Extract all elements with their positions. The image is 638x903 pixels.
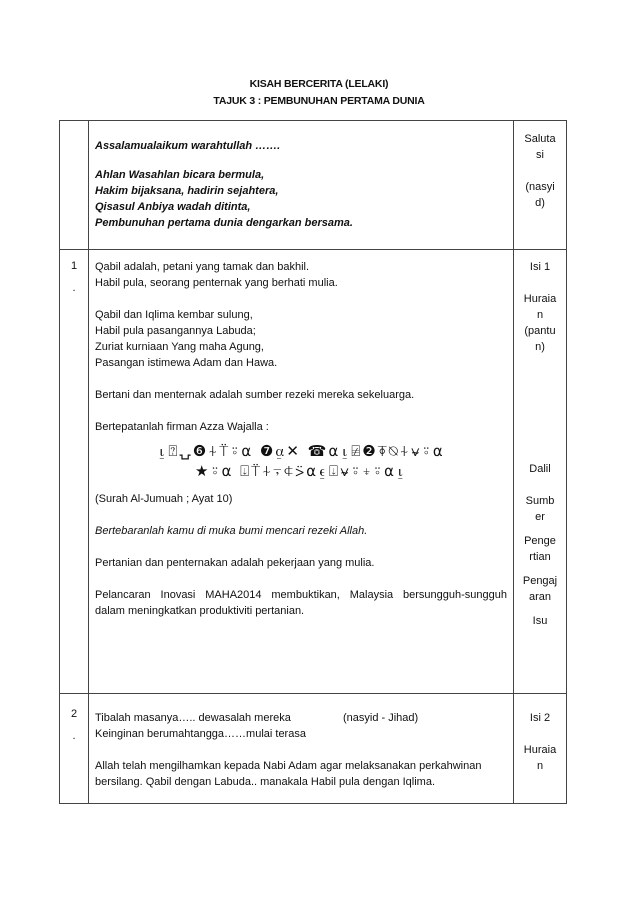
section-label: (nasyi [525,181,555,193]
row-number-cell [60,694,89,804]
section-label-cell [514,694,567,804]
pantun-line: Pasangan istimewa Adam dan Hawa. [95,357,278,369]
section-label-cell [514,121,567,250]
text-line: Pertanian dan penternakan adalah pekerjaan yang mulia. [95,557,375,569]
document-title: KISAH BERCERITA (LELAKI) [249,78,389,90]
section-label: Isi 2 [529,712,551,724]
verse-translation: Bertebaranlah kamu di muka bumi mencari rezeki Allah. [95,525,368,537]
document-subtitle: TAJUK 3 : PEMBUNUHAN PERTAMA DUNIA [213,95,425,107]
section-label: d) [535,197,545,209]
table-row [60,121,567,250]
section-label: rtian [529,551,551,563]
pantun-line: Qabil dan Iqlima kembar sulung, [95,309,253,321]
text-fragment: Tibalah masanya….. dewasalah mereka [95,712,291,724]
text-line: Pelancaran Inovasi MAHA2014 membuktikan, Malaysia bersungguh-sungguh [95,589,507,601]
row-number: 2 [70,708,78,720]
section-label: n) [535,341,545,353]
content-cell [89,694,514,804]
section-label: Pengaj [522,575,558,587]
text-line [95,710,507,726]
section-label: Isu [532,615,548,627]
section-label: aran [528,591,552,603]
section-label: Huraia [523,293,557,305]
pantun-line: Zuriat kurniaan Yang maha Agung, [95,341,264,353]
table-row [60,694,567,804]
section-label: si [536,149,544,161]
content-cell [89,121,514,250]
section-label: (pantu [524,325,556,337]
quran-verse-line: ⍸⍰⍽❻⍭⍡⍤⍺ ❼⍶✕ ☎⍺⍸⍯❷⍕⍉⍭⍱⍤⍺ [157,442,445,460]
pantun-line: Habil pula pasangannya Labuda; [95,325,256,337]
row-number-cell [60,250,89,694]
text-line: Bertani dan menternak adalah sumber rezeki mereka sekeluarga. [95,389,415,401]
nasyid-note: (nasyid - Jihad) [342,712,419,724]
text-line: Keinginan berumahtangga……mulai terasa [95,728,306,740]
section-label: Isi 1 [529,261,551,273]
section-label: Huraia [523,744,557,756]
row-number-dot: . [72,730,76,742]
section-label-cell [514,250,567,694]
greeting-line: Assalamualaikum warahtullah ……. [95,140,281,152]
quran-verse-line: ★⍤⍺ ⍗⍡⍭⍪⍧⍩⍺⍷⍗⍱⍤⍖⍤⍺⍸ [195,462,407,480]
text-line: Qabil adalah, petani yang tamak dan bakhil. [95,261,310,273]
content-cell [89,250,514,694]
row-number-cell [60,121,89,250]
verse-line: Qisasul Anbiya wadah ditinta, [95,201,251,213]
table-row [60,250,567,694]
text-line: Bertepatanlah firman Azza Wajalla : [95,421,269,433]
text-line: Habil pula, seorang penternak yang berhati mulia. [95,277,338,289]
verse-line: Ahlan Wasahlan bicara bermula, [95,169,265,181]
section-label: n [536,309,544,321]
row-number-dot: . [72,282,76,294]
verse-line: Pembunuhan pertama dunia dengarkan bersama. [95,217,353,229]
section-label: Penge [524,535,556,547]
section-label: Sumb [525,495,555,507]
section-label: n [536,760,544,772]
section-label: Saluta [524,133,556,145]
story-table [59,120,567,804]
verse-reference: (Surah Al-Jumuah ; Ayat 10) [95,493,233,505]
text-line: Allah telah mengilhamkan kepada Nabi Adam agar melaksanakan perkahwinan [95,760,482,772]
section-label: Dalil [529,463,551,475]
text-line: dalam meningkatkan produktiviti pertanian. [95,605,305,617]
text-line: bersilang. Qabil dengan Labuda.. manakala Habil pula dengan Iqlima. [95,776,436,788]
section-label: er [535,511,545,523]
verse-line: Hakim bijaksana, hadirin sejahtera, [95,185,279,197]
row-number: 1 [70,260,78,272]
